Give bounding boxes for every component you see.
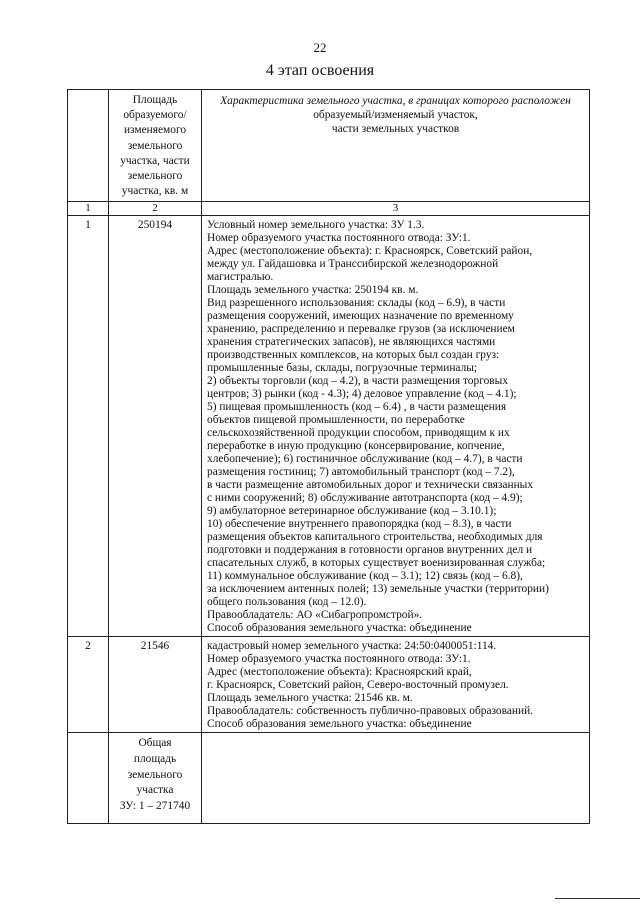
table-header-row [68,90,590,202]
header-area-cell: Площадь образуемого/ изменяемого земельного участка, части земельного участка, кв. м [109,90,202,202]
column-number: 1 [68,202,109,216]
row-index: 2 [68,637,109,733]
description-line: г. Красноярск, Советский район, Северо-восточный промузел. [207,679,509,692]
page-number: 22 [313,40,327,55]
description-line: переработке в иную продукцию (консервирование, копчение, [207,440,505,453]
footer-rule [555,898,640,899]
row-index: 1 [68,216,109,637]
header-description-line: части земельных участков [331,123,460,135]
total-area-line: ЗУ: 1 – 271740 [119,799,191,812]
description-line: Площадь земельного участка: 250194 кв. м. [207,284,419,297]
row-description [202,216,590,637]
description-line: объектов пищевой промышленности, по переработке [207,414,465,427]
description-line: Правообладатель: АО «Сибагропромстрой». [207,609,423,622]
description-line: 5) пищевая промышленность (код – 6.4) , в части размещения [207,401,507,414]
description-line: промышленные базы, склады, погрузочные терминалы; [207,362,478,375]
row-area: 250194 [109,216,202,637]
description-line: центров; 3) рынки (код - 4.3); 4) деловое управление (код – 4.1); [207,388,517,401]
description-line: размещения сооружений, имеющих назначение по временному [207,310,514,323]
description-line: Правообладатель: собственность публично-правовых образований. [207,705,534,718]
land-plots-table [67,89,590,824]
column-number-row [68,202,590,216]
row-description [202,637,590,733]
description-line: сельскохозяйственной продукции способом, приводящим к их [207,427,510,440]
header-description-line: образуемый/изменяемый участок, [313,109,478,121]
column-number: 2 [109,202,202,216]
total-area-line: Общая [138,737,172,750]
description-line: размещения объектов капитального строительства, необходимых для [207,531,543,544]
description-line: Способ образования земельного участка: объединение [207,718,472,731]
total-index-cell [68,733,109,824]
description-line: спасательных служб, в которых существует военизированная служба; [207,557,546,570]
total-area-cell [109,733,202,824]
description-line: в части размещение автомобильных дорог и технически связанных [207,479,534,492]
description-line: подготовки и поддержания в готовности органов внутренних дел и [207,544,533,557]
description-line: Вид разрешенного использования: склады (код – 6.9), в части [207,297,506,310]
description-line: 11) коммунальное обслуживание (код – 3.1); 12) связь (код – 6.8), [207,570,523,583]
description-line: 9) амбулаторное ветеринарное обслуживание (код – 3.10.1); [207,505,497,518]
total-area-line: участка [136,784,174,797]
description-line: магистралью. [207,271,274,284]
column-number: 3 [202,202,590,216]
description-line: Площадь земельного участка: 21546 кв. м. [207,692,413,705]
header-index-cell [68,90,109,202]
row-area: 21546 [109,637,202,733]
description-line: 10) обеспечение внутреннего правопорядка (код – 8.3), в части [207,518,512,531]
description-line: хранения стратегических запасов), не являющихся частями [207,336,496,349]
page-title: 4 этап освоения [265,62,375,79]
table-row [68,216,590,637]
description-line: кадастровый номер земельного участка: 24:50:0400051:114. [207,640,497,653]
table-row [68,637,590,733]
description-line: за исключением антенных полей; 13) земельные участки (территории) [207,583,549,596]
description-line: с ними сооружений; 8) обслуживание автотранспорта (код – 4.9); [207,492,523,505]
total-row [68,733,590,824]
description-line: 2) объекты торговли (код – 4.2), в части размещения торговых [207,375,509,388]
description-line: Номер образуемого участка постоянного отвода: ЗУ:1. [207,232,471,245]
header-description-cell [202,90,590,202]
description-line: хранению, распределению и перевалке грузов (за исключением [207,323,515,336]
description-line: Адрес (местоположение объекта): Красноярский край, [207,666,472,679]
total-empty-cell [202,733,590,824]
description-line: Способ образования земельного участка: объединение [207,622,472,635]
description-line: Условный номер земельного участка: ЗУ 1.3. [207,219,425,232]
description-line: Адрес (местоположение объекта): г. Красноярск, Советский район, [207,245,533,258]
total-area-line: земельного [127,768,183,781]
description-line: хлебопечение); 6) гостиничное обслуживание (код – 4.7), в части [207,453,523,466]
description-line: Номер образуемого участка постоянного отвода: ЗУ:1. [207,653,471,666]
description-line: размещения гостиниц; 7) автомобильный транспорт (код – 7.2), [207,466,515,479]
description-line: общего пользования (код – 12.0). [207,596,367,609]
description-line: производственных комплексов, на которых был создан груз: [207,349,500,362]
total-area-line: площадь [133,753,177,766]
header-description-line: Характеристика земельного участка, в границах которого расположен [220,95,571,107]
description-line: между ул. Гайдашовка и Транссибирской железнодорожной [207,258,499,271]
